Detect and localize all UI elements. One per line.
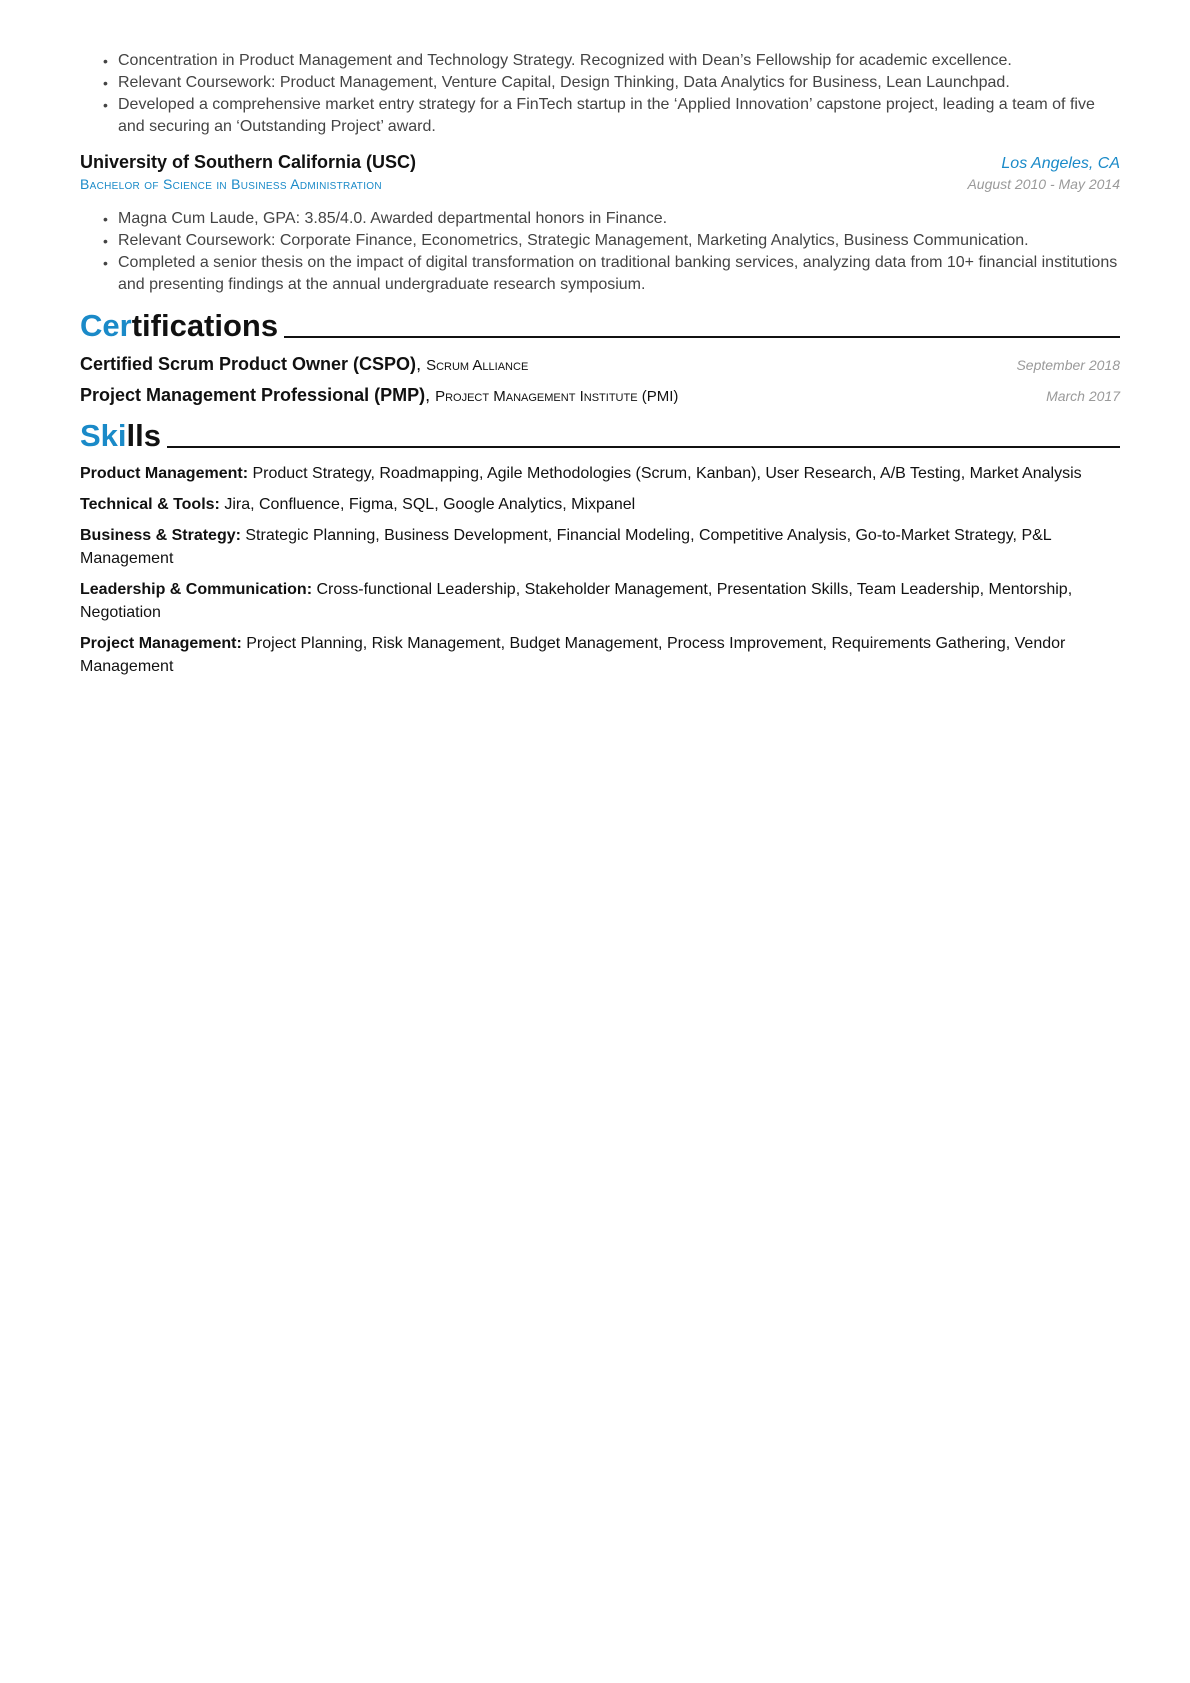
section-title-accent: Cer xyxy=(80,308,132,343)
skill-category: Product Management: xyxy=(80,465,249,482)
skill-category: Technical & Tools: xyxy=(80,496,220,513)
education-entry-usc xyxy=(80,152,1120,296)
skill-values: Product Strategy, Roadmapping, Agile Methodologies (Scrum, Kanban), User Research, A/B Testing, Market Analysis xyxy=(248,465,1082,482)
certification-issuer: Project Management Institute (PMI) xyxy=(435,388,679,405)
resume-page xyxy=(80,50,1120,678)
certifications-section-header xyxy=(80,308,1120,344)
certification-item xyxy=(80,385,1120,406)
certifications-list xyxy=(80,354,1120,406)
skill-row xyxy=(80,524,1120,570)
section-title-certifications xyxy=(80,308,278,344)
prev-education-bullets xyxy=(80,50,1120,138)
degree-title: Bachelor of Science in Business Administration xyxy=(80,176,382,192)
skill-values: Strategic Planning, Business Development, Financial Modeling, Competitive Analysis, Go-to-Market Strategy, P&L Management xyxy=(80,527,1052,567)
list-item: • Concentration in Product Management and Technology Strategy. Recognized with Dean’s Fellowship for academic excellence. xyxy=(80,50,1120,72)
certification-date: March 2017 xyxy=(1046,388,1120,404)
section-title-accent: Ski xyxy=(80,418,127,453)
skill-row xyxy=(80,632,1120,678)
skill-row xyxy=(80,493,1120,516)
list-item: • Relevant Coursework: Product Management, Venture Capital, Design Thinking, Data Analytics for Business, Lean Launchpad. xyxy=(80,72,1120,94)
certification-date: September 2018 xyxy=(1016,357,1120,373)
skill-category: Business & Strategy: xyxy=(80,527,241,544)
section-title-rest: lls xyxy=(126,418,161,453)
certification-separator: , xyxy=(425,385,436,405)
usc-bullets xyxy=(80,208,1120,296)
skill-category: Leadership & Communication: xyxy=(80,581,313,598)
skill-values: Cross-functional Leadership, Stakeholder Management, Presentation Skills, Team Leadership, Mentorship, Negotiation xyxy=(80,581,1073,621)
skill-values: Jira, Confluence, Figma, SQL, Google Analytics, Mixpanel xyxy=(219,496,636,513)
school-name: University of Southern California (USC) xyxy=(80,152,417,172)
section-title-rest: tifications xyxy=(131,308,279,343)
skills-section-header xyxy=(80,418,1120,454)
list-item: • Completed a senior thesis on the impact of digital transformation on traditional banking services, analyzing data from 10+ financial institutions and presenting findings at the annual undergraduate research symposium. xyxy=(80,252,1120,296)
section-divider xyxy=(167,446,1120,448)
certification-name: Certified Scrum Product Owner (CSPO) xyxy=(80,354,417,374)
list-item: • Magna Cum Laude, GPA: 3.85/4.0. Awarded departmental honors in Finance. xyxy=(80,208,1120,230)
certification-item xyxy=(80,354,1120,375)
skill-row xyxy=(80,578,1120,624)
school-location: Los Angeles, CA xyxy=(1001,155,1120,172)
certification-issuer: Scrum Alliance xyxy=(426,357,529,374)
skill-row xyxy=(80,462,1120,485)
certification-name: Project Management Professional (PMP) xyxy=(80,385,426,405)
list-item: • Relevant Coursework: Corporate Finance, Econometrics, Strategic Management, Marketing Analytics, Business Communication. xyxy=(80,230,1120,252)
skills-list xyxy=(80,462,1120,678)
certification-separator: , xyxy=(416,354,427,374)
skill-category: Project Management: xyxy=(80,635,242,652)
section-divider xyxy=(284,336,1120,338)
education-dates: August 2010 - May 2014 xyxy=(967,176,1120,192)
skill-values: Project Planning, Risk Management, Budget Management, Process Improvement, Requirements Gathering, Vendor Management xyxy=(80,635,1066,675)
section-title-skills xyxy=(80,418,161,454)
list-item: • Developed a comprehensive market entry strategy for a FinTech startup in the ‘Applied Innovation’ capstone project, leading a team of five and securing an ‘Outstanding Project’ award. xyxy=(80,94,1120,138)
